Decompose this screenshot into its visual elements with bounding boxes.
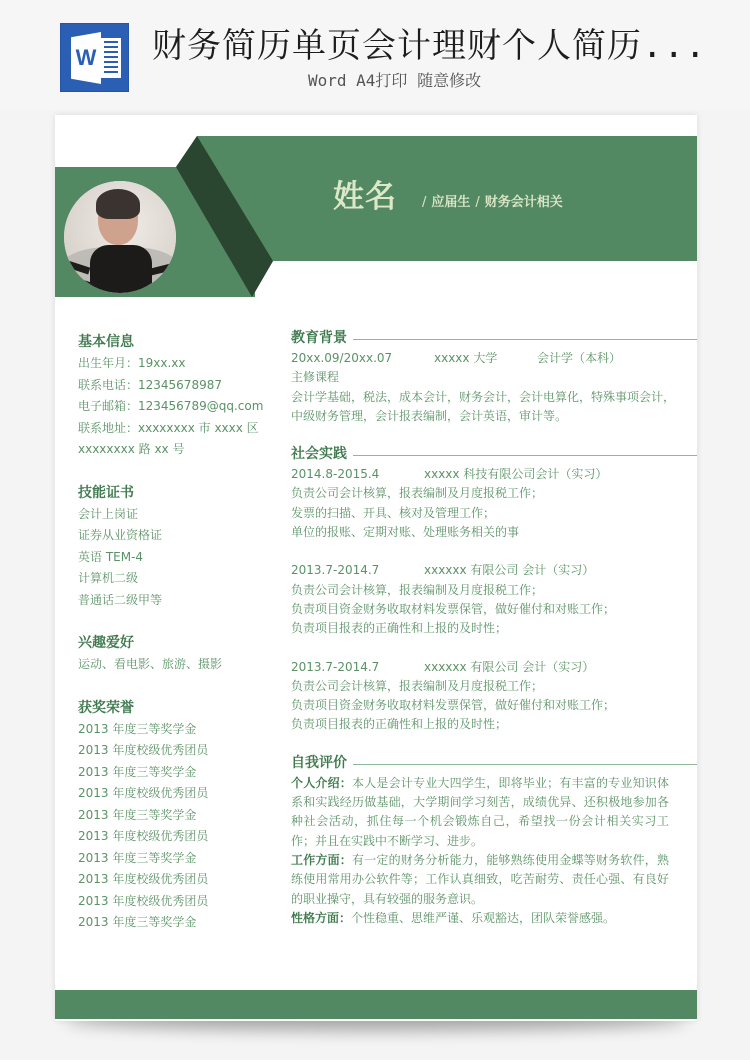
self-eval-text: 本人是会计专业大四学生，即将毕业；有丰富的专业知识体系和实践经历做基础，大学期间学习刻苦，成绩优异、还积极地参加各种社会活动，抓住每一个机会锻炼自己，希望找一份会计相关实习工作；并且在实践中不断学习、进步。 <box>291 775 669 848</box>
tag-separator: / <box>475 195 480 210</box>
section-education <box>291 327 697 349</box>
self-eval-text: 个性稳重、思维严谨、乐观豁达，团队荣誉感强。 <box>351 910 616 925</box>
award-item: 2013 年度三等奖学金 <box>78 915 197 929</box>
practice-duty: 单位的报账、定期对账、处理账务相关的事 <box>291 525 520 540</box>
candidate-name: 姓名 <box>333 179 397 215</box>
section-title-hobbies: 兴趣爱好 <box>78 635 134 651</box>
hobby-item: 运动、看电影、旅游、摄影 <box>78 657 223 671</box>
award-item: 2013 年度校级优秀团员 <box>78 743 209 757</box>
courses-line: 会计学基础，税法，成本会计，财务会计，会计电算化，特殊事项会计， <box>291 389 676 404</box>
self-eval-label: 个人介绍： <box>291 775 352 790</box>
education-period: 20xx.09/20xx.07 <box>291 351 393 365</box>
award-item: 2013 年度校级优秀团员 <box>78 893 209 908</box>
practice-header <box>291 658 697 677</box>
courses-label: 主修课程 <box>291 370 340 385</box>
self-eval-work <box>291 851 669 909</box>
tag-separator: / <box>422 195 427 210</box>
award-item: 2013 年度校级优秀团员 <box>78 786 209 800</box>
practice-duty: 负责项目报表的正确性和上报的及时性； <box>291 621 508 636</box>
section-title-awards: 获奖荣誉 <box>78 699 134 716</box>
document-title: 财务简历单页会计理财个人简历... <box>152 26 707 66</box>
word-icon <box>60 23 129 92</box>
info-phone: 联系电话：12345678987 <box>78 377 222 392</box>
self-eval-text: 有一定的财务分析能力，能够熟练使用金蝶等财务软件，熟练使用常用办公软件等；工作认真细致，吃苦耐劳、责任心强、有良好的职业操守，具有较强的服务意识。 <box>291 852 669 906</box>
practice-period: 2014.8-2015.4 <box>291 467 380 482</box>
education-school: xxxxx 大学 <box>434 351 498 365</box>
award-item: 2013 年度三等奖学金 <box>78 764 197 779</box>
practice-org: xxxxxx 有限公司 会计（实习） <box>424 563 595 578</box>
award-item: 2013 年度校级优秀团员 <box>78 872 209 886</box>
doc-lines-decor <box>101 38 121 78</box>
self-eval-label: 工作方面： <box>291 852 352 867</box>
word-letter: W <box>75 45 97 70</box>
practice-duty: 发票的扫描、开具、核对及管理工作； <box>291 505 496 520</box>
info-address-2: xxxxxxxx 路 xx 号 <box>78 442 185 456</box>
education-major: 会计学（本科） <box>537 351 622 365</box>
section-title-skills: 技能证书 <box>78 484 134 501</box>
skill-item: 会计上岗证 <box>78 506 139 521</box>
practice-duty: 负责公司会计核算，报表编制及月度报税工作； <box>291 582 544 597</box>
footer-band <box>55 990 697 1019</box>
courses-line: 中级财务管理，会计报表编制，会计英语，审计等。 <box>291 408 568 423</box>
info-address: 联系地址：xxxxxxxx 市 xxxx 区 <box>78 420 259 435</box>
section-title-education: 教育背景 <box>291 330 347 346</box>
self-eval-label: 性格方面： <box>291 910 352 925</box>
practice-header <box>291 465 697 484</box>
left-column <box>78 331 278 934</box>
section-divider <box>353 455 697 456</box>
section-title-basic-info: 基本信息 <box>78 334 134 350</box>
skill-item: 普通话二级甲等 <box>78 592 163 607</box>
skill-item: 英语 TEM-4 <box>78 549 144 564</box>
document-subtitle: Word A4打印 随意修改 <box>308 71 482 90</box>
tag-status: 应届生 <box>431 195 471 210</box>
practice-period: 2013.7-2014.7 <box>291 563 380 578</box>
practice-header <box>291 561 697 580</box>
award-item: 2013 年度三等奖学金 <box>78 721 197 736</box>
skill-item: 计算机二级 <box>78 571 139 585</box>
section-practice <box>291 443 697 465</box>
award-item: 2013 年度校级优秀团员 <box>78 829 209 843</box>
skill-item: 证券从业资格证 <box>78 528 163 542</box>
practice-org: xxxxx 科技有限公司会计（实习） <box>424 467 608 482</box>
practice-org: xxxxxx 有限公司 会计（实习） <box>424 659 595 674</box>
education-row <box>291 349 697 368</box>
section-title-self-eval: 自我评价 <box>291 754 347 771</box>
practice-period: 2013.7-2014.7 <box>291 659 380 674</box>
practice-duty: 负责项目资金财务收取材料发票保管，做好催付和对账工作； <box>291 698 616 713</box>
info-birth: 出生年月：19xx.xx <box>78 356 186 370</box>
award-item: 2013 年度三等奖学金 <box>78 807 197 822</box>
resume-page <box>55 115 697 1021</box>
practice-duty: 负责项目资金财务收取材料发票保管，做好催付和对账工作； <box>291 601 616 616</box>
preview-header <box>0 0 750 110</box>
practice-duty: 负责公司会计核算，报表编制及月度报税工作； <box>291 486 544 501</box>
tag-field: 财务会计相关 <box>484 195 563 210</box>
practice-duty: 负责公司会计核算，报表编制及月度报税工作； <box>291 678 544 693</box>
info-email: 电子邮箱：123456789@qq.com <box>78 399 264 413</box>
self-eval-intro <box>291 774 669 851</box>
section-divider <box>353 339 697 340</box>
right-column <box>291 327 697 928</box>
practice-duty: 负责项目报表的正确性和上报的及时性； <box>291 717 508 732</box>
section-divider <box>353 764 697 765</box>
section-title-practice: 社会实践 <box>291 446 347 463</box>
section-self-eval <box>291 752 697 774</box>
candidate-tagline <box>417 193 563 213</box>
self-eval-personality <box>291 909 669 928</box>
award-item: 2013 年度三等奖学金 <box>78 850 197 865</box>
avatar <box>64 181 176 293</box>
